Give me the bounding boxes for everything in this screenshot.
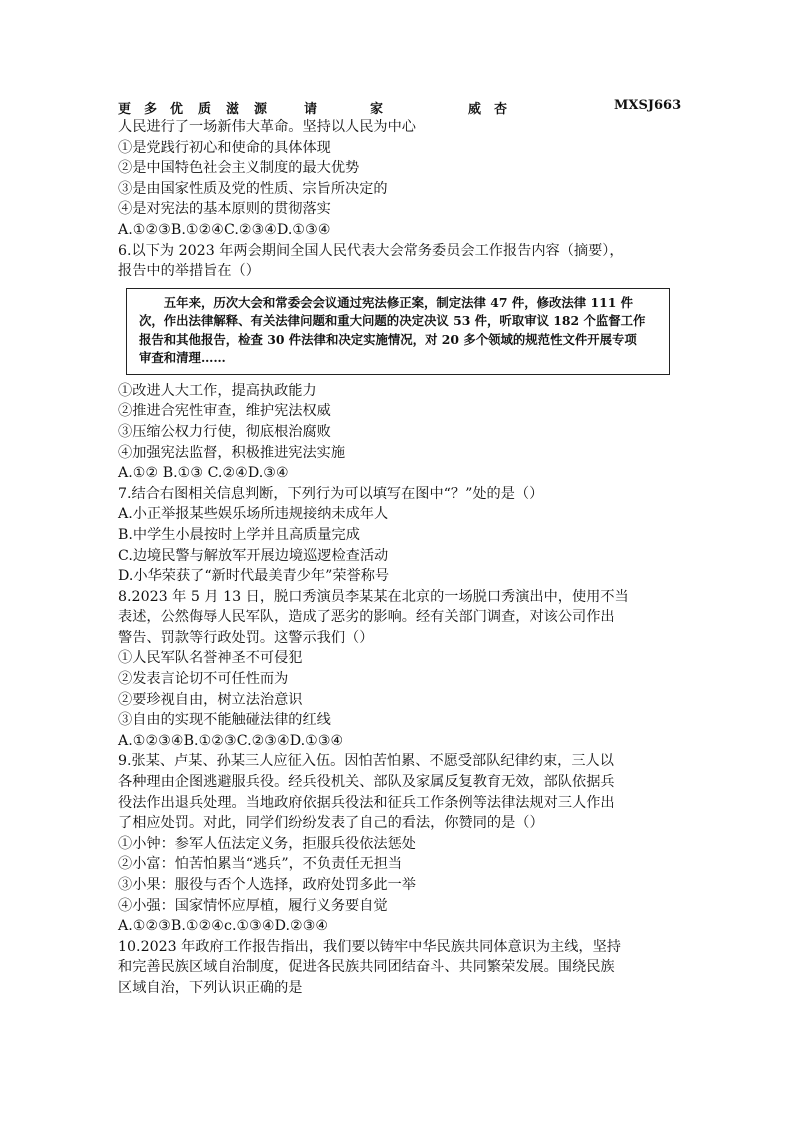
question-9-stem: 各种理由企图逃避服兵役。经兵役机关、部队及家属反复教育无效，部队依据兵	[118, 774, 615, 791]
question-8-stem: 警告、罚款等行政处罚。这警示我们（）	[118, 629, 374, 646]
question-content	[118, 117, 683, 999]
option-line: B.中学生小晨按时上学并且高质量完成	[118, 526, 360, 543]
option-line: A.小正举报某些娱乐场所违规接纳未成年人	[118, 506, 389, 523]
header-char: 质	[198, 102, 212, 117]
text-line: 人民进行了一场新伟大革命。坚持以人民为中心	[118, 119, 416, 135]
header-char: 更	[118, 102, 132, 117]
option-line: ④是对宪法的基本原则的贯彻落实	[118, 201, 331, 218]
question-10-stem: 区域自治，下列认识正确的是	[118, 979, 303, 996]
header-char: 优	[170, 102, 184, 117]
option-line: ③自由的实现不能触碰法律的红线	[118, 712, 331, 729]
option-line: ①是党践行初心和使命的具体体现	[118, 139, 331, 156]
question-7-stem: 7.结合右图相关信息判断，下列行为可以填写在图中“？”处的是（）	[118, 485, 544, 502]
answer-choices: A.①②③B.①②④C.②③④D.①③④	[118, 221, 331, 238]
option-line: ①改进人大工作，提高执政能力	[118, 382, 317, 399]
option-line: D.小华荣获了“新时代最美青少年”荣誉称号	[118, 568, 390, 585]
question-6-stem: 报告中的举措旨在（）	[118, 263, 260, 280]
page-header	[118, 98, 682, 118]
excerpt-line: 五年来，历次大会和常委会会议通过宪法修正案，制定法律 47 件，修改法律 111 件	[163, 294, 634, 310]
excerpt-line: 次，作出法律解释、有关法律问题和重大问题的决定决议 53 件，听取审议 182 个监督工作	[139, 313, 646, 329]
option-line: ③是由国家性质及党的性质、宗旨所决定的	[118, 180, 388, 197]
header-char: 源	[254, 102, 268, 117]
report-excerpt-box	[126, 288, 670, 375]
option-line: ④加强宪法监督，积极推进宪法实施	[118, 444, 346, 461]
question-9-stem: 9.张某、卢某、孙某三人应征入伍。因怕苦怕累、不愿受部队纪律约束，三人以	[118, 753, 614, 770]
question-10-stem: 10.2023 年政府工作报告指出，我们要以铸牢中华民族共同体意识为主线，坚持	[118, 938, 621, 955]
header-code: MXSJ663	[614, 98, 682, 113]
header-char: 杏	[494, 102, 508, 117]
question-10-stem: 和完善民族区域自治制度，促进各民族共同团结奋斗、共同繁荣发展。围绕民族	[118, 959, 615, 976]
answer-choices: A.①② B.①③ C.②④D.③④	[118, 465, 289, 482]
question-6-stem: 6.以下为 2023 年两会期间全国人民代表大会常务委员会工作报告内容（摘要），	[118, 242, 624, 259]
option-line: ②小富：怕苦怕累当“逃兵”，不负责任无担当	[118, 856, 403, 873]
answer-choices: A.①②③B.①②④c.①③④D.②③④	[118, 918, 329, 935]
header-char: 滋	[226, 102, 240, 117]
header-char: 多	[144, 102, 158, 117]
header-char: 请	[304, 102, 318, 117]
header-char: 威	[468, 102, 482, 117]
option-line: ①人民军队名誉神圣不可侵犯	[118, 650, 303, 667]
option-line: ②发表言论切不可任性而为	[118, 671, 289, 688]
header-char: 家	[370, 102, 384, 117]
question-9-stem: 役法作出退兵处理。当地政府依据兵役法和征兵工作条例等法律法规对三人作出	[118, 794, 615, 811]
option-line: ③小果：服役与否个人选择，政府处罚多此一举	[118, 877, 416, 893]
question-8-stem: 8.2023 年 5 月 13 日，脱口秀演员李某某在北京的一场脱口秀演出中，使用不当	[118, 588, 629, 605]
option-line: ②是中国特色社会主义制度的最大优势	[118, 160, 360, 177]
answer-choices: A.①②③④B.①②③C.②③④D.①③④	[118, 732, 344, 749]
option-line: ②推进合宪性审查，维护宪法权威	[118, 403, 331, 420]
option-line: ④小强：国家情怀应厚植，履行义务要自觉	[118, 897, 388, 914]
excerpt-line: 报告和其他报告，检查 30 件法律和决定实施情况，对 20 多个领域的规范性文件开展专项	[139, 331, 637, 347]
question-9-stem: 了相应处罚。对此，同学们纷纷发表了自己的看法，你赞同的是（）	[118, 815, 544, 832]
option-line: ①小钟：参军人伍法定义务，拒服兵役依法惩处	[118, 835, 416, 852]
option-line: ③压缩公权力行使，彻底根治腐败	[118, 423, 331, 440]
question-8-stem: 表述，公然侮辱人民军队，造成了恶劣的影响。经有关部门调查，对该公司作出	[118, 609, 615, 626]
option-line: ②要珍视自由，树立法治意识	[118, 691, 303, 708]
excerpt-line: 审查和清理……	[139, 350, 226, 366]
option-line: C.边境民警与解放军开展边境巡逻检查活动	[118, 547, 389, 564]
